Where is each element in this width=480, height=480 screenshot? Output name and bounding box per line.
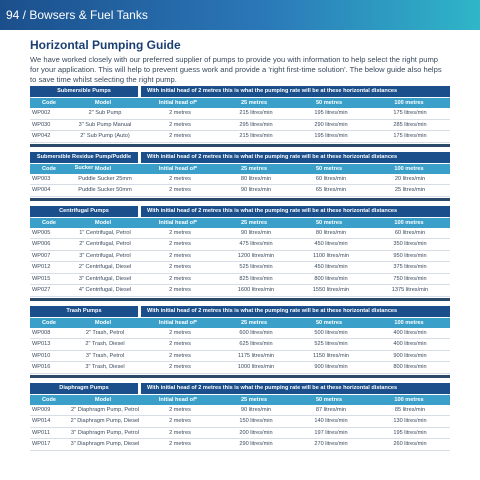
- table-cell: 195 litres/min: [314, 110, 348, 116]
- column-header-row: [30, 395, 450, 405]
- breadcrumb: 94 / Bowsers & Fuel Tanks: [6, 8, 148, 22]
- section-header: [30, 383, 450, 394]
- table-cell: 90 litres/min: [240, 187, 272, 193]
- table-cell: WP009: [32, 406, 51, 413]
- table-cell: 1175 litres/min: [238, 352, 274, 359]
- column-header: 25 metres: [240, 396, 268, 403]
- table-cell: WP007: [32, 252, 51, 259]
- column-header: Model: [94, 396, 112, 403]
- table-cell: 525 litres/min: [314, 341, 348, 347]
- table-cell: 2" Diaphragm Pump, Petrol: [71, 406, 139, 413]
- column-header: Initial head of*: [158, 100, 198, 106]
- table-row: [30, 328, 450, 340]
- table-row: [30, 439, 450, 451]
- table-cell: 500 litres/min: [314, 329, 348, 336]
- table-cell: 2" Centrifugal, Petrol: [79, 241, 131, 247]
- table-cell: 3" Centrifugal, Diesel: [78, 275, 132, 282]
- pump-section: [30, 306, 450, 378]
- table-cell: WP015: [32, 275, 51, 282]
- table-cell: 2 metres: [169, 406, 191, 413]
- table-cell: 2" Centrifugal, Diesel: [78, 264, 132, 270]
- column-header: 100 metres: [394, 165, 424, 172]
- table-cell: 197 litres/min: [314, 429, 348, 436]
- column-header: Code: [42, 100, 56, 106]
- table-cell: 130 litres/min: [393, 418, 427, 424]
- table-cell: 1150 litres/min: [313, 352, 349, 359]
- pump-tables: [30, 86, 450, 456]
- table-cell: 20 litres/min: [394, 175, 426, 182]
- table-cell: 2" Sub Pump (Auto): [80, 133, 130, 139]
- column-header: 100 metres: [394, 219, 424, 226]
- table-cell: WP003: [32, 175, 51, 182]
- table-cell: 60 litres/min: [315, 175, 347, 182]
- table-cell: 1600 litres/min: [237, 287, 275, 293]
- table-cell: 2 metres: [169, 175, 191, 182]
- table-row: [30, 339, 450, 351]
- table-cell: 2 metres: [169, 264, 191, 270]
- pump-section: [30, 86, 450, 147]
- table-cell: WP011: [32, 429, 50, 436]
- table-cell: 3" Diaphragm Pump, Petrol: [71, 429, 139, 436]
- table-row: [30, 108, 450, 120]
- section-title: Submersible Residue Pump/Puddle Sucker: [30, 152, 138, 163]
- table-row: [30, 174, 450, 186]
- table-cell: 2" Diaphragm Pump, Diesel: [70, 418, 140, 424]
- table-cell: 80 litres/min: [315, 229, 347, 236]
- table-cell: 2 metres: [169, 287, 191, 293]
- table-row: [30, 405, 450, 417]
- page-header-bar: [0, 0, 480, 30]
- table-row: [30, 251, 450, 263]
- column-header: 25 metres: [240, 165, 268, 172]
- column-header: Code: [42, 319, 56, 326]
- column-header: Initial head of*: [158, 319, 198, 326]
- table-cell: 140 litres/min: [314, 418, 348, 424]
- table-row: [30, 362, 450, 374]
- column-header: 25 metres: [240, 100, 268, 106]
- table-cell: 1100 litres/min: [313, 252, 349, 259]
- table-cell: 1375 litres/min: [391, 287, 429, 293]
- table-row: [30, 274, 450, 286]
- column-header: 25 metres: [240, 219, 268, 226]
- table-cell: 215 litres/min: [239, 133, 273, 139]
- table-cell: Puddle Sucker 25mm: [78, 175, 132, 182]
- column-header: 50 metres: [315, 319, 343, 326]
- column-header: 100 metres: [394, 100, 424, 106]
- table-cell: 2" Trash, Petrol: [85, 329, 125, 336]
- table-cell: 1550 litres/min: [312, 287, 350, 293]
- table-cell: 2 metres: [169, 252, 191, 259]
- table-row: [30, 185, 450, 197]
- section-title: Submersible Pumps: [30, 86, 138, 97]
- table-cell: 3" Diaphragm Pump, Diesel: [70, 441, 140, 447]
- column-header: Model: [94, 100, 112, 106]
- table-cell: 2 metres: [169, 241, 191, 247]
- section-divider: [30, 144, 450, 147]
- table-cell: 1000 litres/min: [237, 364, 275, 370]
- table-cell: WP002: [32, 110, 51, 116]
- table-cell: 90 litres/min: [240, 406, 272, 413]
- table-cell: 400 litres/min: [393, 329, 427, 336]
- table-cell: 90 litres/min: [240, 229, 272, 236]
- table-cell: 2 metres: [169, 429, 191, 436]
- table-cell: 215 litres/min: [239, 110, 273, 116]
- table-row: [30, 428, 450, 440]
- table-cell: 2 metres: [169, 364, 191, 370]
- table-cell: 87 litres/min: [315, 406, 347, 413]
- column-header: 50 metres: [315, 219, 343, 226]
- table-cell: 2 metres: [169, 133, 191, 139]
- table-cell: 2 metres: [169, 441, 191, 447]
- table-cell: 800 litres/min: [393, 364, 427, 370]
- pump-section: [30, 152, 450, 201]
- table-cell: 200 litres/min: [239, 429, 273, 436]
- section-title: Diaphragm Pumps: [30, 383, 138, 394]
- table-cell: 400 litres/min: [393, 341, 427, 347]
- table-cell: 3" Trash, Diesel: [85, 364, 125, 370]
- table-cell: WP004: [32, 187, 51, 193]
- section-header: [30, 86, 450, 97]
- table-cell: WP030: [32, 121, 51, 128]
- column-header: Model: [94, 165, 112, 172]
- section-title: Trash Pumps: [30, 306, 138, 317]
- table-cell: 2" Trash, Diesel: [85, 341, 125, 347]
- table-cell: 270 litres/min: [314, 441, 348, 447]
- table-cell: WP027: [32, 287, 51, 293]
- table-cell: 2 metres: [169, 352, 191, 359]
- table-cell: 25 litres/min: [394, 187, 426, 193]
- column-header-row: [30, 164, 450, 174]
- table-cell: 2 metres: [169, 187, 191, 193]
- section-divider: [30, 198, 450, 201]
- table-cell: 2 metres: [169, 275, 191, 282]
- table-cell: WP017: [32, 441, 51, 447]
- table-cell: 150 litres/min: [239, 418, 273, 424]
- table-cell: WP013: [32, 341, 51, 347]
- table-cell: 2 metres: [169, 229, 191, 236]
- table-cell: 3" Sub Pump Manual: [78, 121, 132, 128]
- column-header: Code: [42, 165, 56, 172]
- table-row: [30, 416, 450, 428]
- column-header: 50 metres: [315, 396, 343, 403]
- table-cell: 80 litres/min: [240, 175, 272, 182]
- section-description: With initial head of 2 metres this is what the pumping rate will be at these horizontal distances: [141, 383, 450, 394]
- table-cell: 1200 litres/min: [237, 252, 275, 259]
- table-cell: WP014: [32, 418, 51, 424]
- table-cell: WP012: [32, 264, 51, 270]
- table-cell: WP005: [32, 229, 51, 236]
- table-cell: 290 litres/min: [239, 441, 273, 447]
- page-title: Horizontal Pumping Guide: [30, 38, 181, 52]
- table-cell: 3" Trash, Petrol: [85, 352, 125, 359]
- table-cell: 450 litres/min: [314, 264, 348, 270]
- table-cell: 450 litres/min: [314, 241, 348, 247]
- table-cell: 195 litres/min: [314, 133, 348, 139]
- table-row: [30, 285, 450, 297]
- column-header: Model: [94, 219, 112, 226]
- intro-paragraph: We have worked closely with our preferred supplier of pumps to provide you with information to help select the right pump for your application. This will help to prevent guess work and provide a 'right first-time solution'. The below guide also helps to save time whilst selecting the right pump.: [30, 55, 442, 84]
- section-description: With initial head of 2 metres this is what the pumping rate will be at these horizontal distances: [141, 206, 450, 217]
- column-header: 100 metres: [394, 396, 424, 403]
- table-cell: 2 metres: [169, 418, 191, 424]
- section-divider: [30, 375, 450, 378]
- table-cell: 260 litres/min: [393, 441, 427, 447]
- section-header: [30, 206, 450, 217]
- column-header: 25 metres: [240, 319, 268, 326]
- table-cell: 175 litres/min: [393, 110, 427, 116]
- column-header: Initial head of*: [158, 165, 198, 172]
- section-description: With initial head of 2 metres this is what the pumping rate will be at these horizontal distances: [141, 86, 450, 97]
- table-cell: 2 metres: [169, 121, 191, 128]
- table-cell: 4" Centrifugal, Diesel: [78, 287, 132, 293]
- column-header: Initial head of*: [158, 219, 198, 226]
- table-cell: WP008: [32, 329, 51, 336]
- table-cell: 85 litres/min: [394, 406, 426, 413]
- column-header-row: [30, 98, 450, 108]
- table-cell: 195 litres/min: [393, 429, 427, 436]
- table-cell: 750 litres/min: [393, 275, 427, 282]
- table-row: [30, 228, 450, 240]
- column-header: Model: [94, 319, 112, 326]
- table-cell: 350 litres/min: [393, 241, 427, 247]
- table-cell: 625 litres/min: [239, 341, 273, 347]
- table-cell: 2" Sub Pump: [88, 110, 122, 116]
- section-title: Centrifugal Pumps: [30, 206, 138, 217]
- table-cell: 825 litres/min: [239, 275, 273, 282]
- table-cell: 525 litres/min: [239, 264, 273, 270]
- table-cell: 375 litres/min: [393, 264, 427, 270]
- pump-section: [30, 383, 450, 451]
- section-description: With initial head of 2 metres this is what the pumping rate will be at these horizontal distances: [141, 152, 450, 163]
- table-cell: 900 litres/min: [314, 364, 348, 370]
- table-cell: 2 metres: [169, 329, 191, 336]
- table-cell: 950 litres/min: [393, 252, 427, 259]
- table-cell: 2 metres: [169, 110, 191, 116]
- table-cell: 65 litres/min: [315, 187, 347, 193]
- table-cell: 285 litres/min: [393, 121, 427, 128]
- section-header: [30, 306, 450, 317]
- table-cell: WP042: [32, 133, 51, 139]
- table-cell: Puddle Sucker 50mm: [78, 187, 132, 193]
- section-divider: [30, 298, 450, 301]
- column-header: 50 metres: [315, 165, 343, 172]
- column-header-row: [30, 318, 450, 328]
- table-cell: WP016: [32, 364, 51, 370]
- table-cell: WP010: [32, 352, 51, 359]
- table-cell: WP006: [32, 241, 51, 247]
- table-cell: 900 litres/min: [393, 352, 427, 359]
- table-cell: 175 litres/min: [393, 133, 427, 139]
- table-cell: 290 litres/min: [314, 121, 348, 128]
- table-cell: 800 litres/min: [314, 275, 348, 282]
- table-cell: 475 litres/min: [239, 241, 273, 247]
- column-header: 100 metres: [394, 319, 424, 326]
- table-row: [30, 351, 450, 363]
- table-cell: 60 litres/min: [394, 229, 426, 236]
- table-row: [30, 262, 450, 274]
- table-row: [30, 120, 450, 132]
- table-cell: 295 litres/min: [239, 121, 273, 128]
- table-row: [30, 239, 450, 251]
- table-cell: 2 metres: [169, 341, 191, 347]
- column-header-row: [30, 218, 450, 228]
- section-description: With initial head of 2 metres this is what the pumping rate will be at these horizontal distances: [141, 306, 450, 317]
- table-row: [30, 131, 450, 143]
- table-cell: 600 litres/min: [239, 329, 273, 336]
- table-cell: 1" Centrifugal, Petrol: [79, 229, 131, 236]
- pump-section: [30, 206, 450, 301]
- column-header: Initial head of*: [158, 396, 198, 403]
- column-header: 50 metres: [315, 100, 343, 106]
- column-header: Code: [42, 219, 56, 226]
- column-header: Code: [42, 396, 56, 403]
- table-cell: 3" Centrifugal, Petrol: [79, 252, 131, 259]
